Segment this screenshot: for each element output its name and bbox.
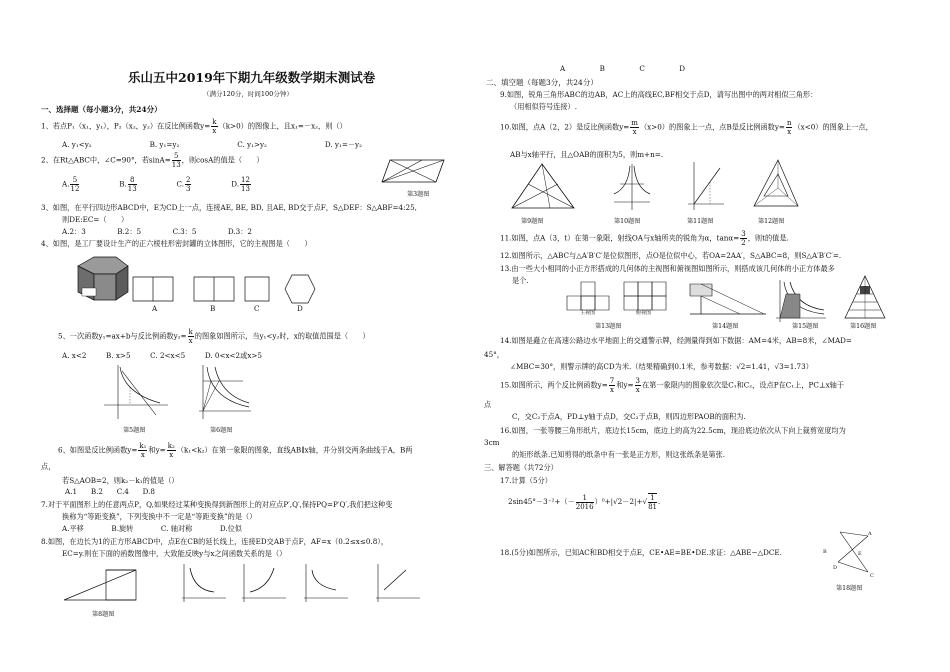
question-10-line2: AB与x轴平行，且△OAB的面积为5，则m+n=. [510,150,664,159]
q5-figure-caption: 第5题图 [123,427,146,434]
q1-fraction: $\frac{k}{x}$ [212,118,217,135]
q8-option-b-label[interactable]: B [599,64,605,73]
q2-option-b[interactable]: B. $\frac{8}{13}$ [119,176,137,193]
q6-option-b[interactable]: B.2 [90,487,103,496]
q16-figure-caption: 第16题图 [850,323,877,330]
q3-parallelogram-figure [378,158,458,188]
q4-option-d-label: D [297,304,303,313]
q6-option-a[interactable]: A.1 [65,487,78,496]
q18-point-b: B [823,549,827,555]
section-2-heading: 二、填空题（每题3分，共24分） [486,78,598,87]
q13-top-view-label: 俯视图 [636,310,652,316]
q9-triangle-figure [508,160,578,212]
q15-graph [772,278,828,322]
q12-homothety-figure [752,156,802,212]
q4-option-b-label: B [210,304,216,313]
question-13: 13.由一些大小相同的小正方形搭成的几何体的主视图和俯视图如图所示，则搭成该几何体的小正方体最多 [500,264,835,273]
q1-option-b[interactable]: B. y₁=y₂ [149,140,180,149]
q5-option-d[interactable]: D. 0<x<2或x>5 [204,351,262,360]
q17-expression: 2sin45°－3⁻²+（－ $\frac{1}{2016}$ ）⁰+|√2－2|+√ $\frac{1}{81}$ . [508,493,661,511]
q8-option-d-label[interactable]: D [679,64,685,73]
q8-option-a-graph[interactable] [178,562,228,604]
q12-figure-caption: 第12题图 [758,218,785,225]
question-4: 4、如图，是工厂要设计生产的正六棱柱形密封罐的立体图形，它的主视图是（ ） [41,239,312,248]
q3-option-b[interactable]: B.2：5 [117,227,142,236]
q3-option-a[interactable]: A.2：3 [62,227,86,236]
question-16-line3: 的矩形纸条.已知剪得的纸条中有一张是正方形，则这张纸条是第张. [512,450,726,459]
q13-figure-caption: 第13题图 [595,323,622,330]
q8-square-figure [60,566,170,606]
q7-options [62,524,242,533]
q2-option-c[interactable]: C. $\frac{2}{3}$ [176,176,191,193]
question-16-line2: 3cm [484,438,500,447]
question-5: 5、一次函数y₁=ax+b与反比例函数y₂= $\frac{k}{x}$ 的图象如图所示，当y₁<y₂时，x的取值范围是（ ） [58,328,370,345]
q3-options [62,227,252,236]
q3-figure-caption: 第3题图 [407,191,430,198]
q5-fraction: $\frac{k}{x}$ [188,328,193,345]
q7-option-a[interactable]: A.平移 [62,524,84,533]
q2-option-d[interactable]: D. $\frac{12}{13}$ [231,176,250,193]
q18-figure-caption: 第18题图 [836,585,863,592]
q5-option-a[interactable]: A. x<2 [62,351,87,360]
question-14-line2: 45°， [484,350,504,359]
question-3-line2: 则DE:EC=（ ） [62,215,129,224]
q4-hexagonal-prism-figure [72,254,132,304]
question-9-line2: （用相似符号连接）. [510,102,577,111]
question-15-line2: 点 [484,400,492,409]
q3-option-d[interactable]: D.3：2 [227,227,252,236]
question-6-line3: 若S△AOB=2，则k₂－k₁的值是（） [62,476,179,485]
q3-option-c[interactable]: C.3：5 [172,227,197,236]
q8-option-c-label[interactable]: C [639,64,645,73]
q5-options [62,351,262,360]
question-13-line2: 是个. [512,276,529,285]
question-18: 18.(5分)如图所示，已知AC和BD相交于点E，CE•AE=BE•DE.求证：△ABE∽△DCE. [500,548,782,557]
q5-function-graph [100,363,170,421]
question-1: 1、若点P₁（x₁，y₁），P₂（x₂，y₂）在反比例函数y= $\frac{k}{x}$ （k>0）的图像上，且x₁=－x₂，则（） [41,118,347,135]
q8-option-a-label[interactable]: A [560,64,566,73]
q14-signboard-figure [688,282,768,318]
question-7-line2: 换称为“等距变换”，下列变换中不一定是“等距变换”的是（） [62,512,257,521]
q11-graph [686,160,726,212]
q6-option-c[interactable]: C.4 [116,487,129,496]
question-6-line2: 点， [41,462,56,471]
q10-graph [612,162,652,212]
question-15-line3: C，交C₂于点A，PD⊥y轴于点D，交C₂于点B，则四边形PAOB的面积为. [512,412,746,421]
question-6: 6、如图是反比例函数y= $\frac{\text{k₁}}{x}$ 和y= $\frac{\text{k₂}}{x}$ （k₁<k₂）在第一象限的图象，直线AB∥x轴，并分别交两条曲线于A，B两 [58,442,413,459]
q18-point-a: A [868,531,872,537]
q2-option-a[interactable]: A. $\frac{5}{12}$ [62,176,80,193]
question-16: 16.如图，一张等腰三角形纸片，底边长15cm，底边上的高为22.5cm，现沿底边依次从下向上裁剪宽度均为 [500,426,846,435]
q14-figure-caption: 第14题图 [712,323,739,330]
question-8: 8.如图，在边长为1的正方形ABCD中，点E在CB的延长线上，连接ED交AB于点F，AF=x（0.2≤x≤0.8）， [41,537,389,546]
q9-figure-caption: 第9题图 [521,218,544,225]
q2-options [62,176,252,193]
q8-option-c-graph[interactable] [300,562,350,604]
section-3-heading: 三、解答题（共72分） [484,463,558,472]
question-10: 10.如图，点A（2，2）是反比例函数y= $\frac{m}{x}$ （x>0）的图象上一点，点B是反比例函数y= $\frac{n}{x}$ （x<0）的图象上一点， [500,119,873,136]
q15-figure-caption: 第15题图 [792,323,819,330]
q16-triangle-paper-figure [843,274,887,322]
q1-option-d[interactable]: D. y₁=－y₂ [324,140,362,149]
question-11: 11.如图，点A（3，t）在第一象限，射线OA与x轴所夹的锐角为α，tanα= $\frac{3}{2}$ ，则t的值是. [500,230,789,247]
q11-figure-caption: 第11题图 [687,218,714,225]
q1-option-a[interactable]: A. y₁<y₂ [62,140,92,149]
question-14-line3: ∠MBC=30°，则警示牌的高CD为米.（结果精确到0.1米，参考数据：√2=1.41，√3=1.73） [510,362,813,371]
question-9: 9.如图，锐角三角形ABC的边AB，AC上的高线EC,BF相交于点D，请写出图中的两对相似三角形： [500,90,818,99]
q1-option-c[interactable]: C. y₁>y₂ [237,140,267,149]
q6-options [65,487,155,496]
q5-option-b[interactable]: B. x>5 [106,351,131,360]
q1-options [62,140,362,149]
section-1-heading: 一、选择题（每小题3分，共24分） [41,105,162,114]
question-2: 2、在Rt△ABC中，∠C=90°，若sinA= $\frac{5}{13}$ ，则cosA的值是（ ） [41,152,264,169]
q18-point-e: E [858,551,862,557]
page-title: 乐山五中2019年下期九年级数学期末测试卷 [128,70,376,85]
q10-figure-caption: 第10题图 [614,218,641,225]
q13-front-view-label: 主视图 [580,310,596,316]
q6-option-d[interactable]: D.8 [142,487,155,496]
q8-option-labels [560,64,685,73]
q2-fraction: $\frac{5}{13}$ [171,152,181,169]
q4-option-d-figure[interactable] [284,274,316,304]
q7-option-b[interactable]: B.旋转 [111,524,134,533]
question-8-line2: EC=y.则在下面的函数图像中，大致能反映y与x之间函数关系的是（） [62,549,287,558]
q18-point-d: D [833,565,838,571]
question-15: 15.如图所示，两个反比例函数y= $\frac{7}{x}$ 和y= $\frac{3}{x}$ 在第一象限内的图象依次是C₁和C₂，设点P在C₁上，PC⊥x轴于 [500,377,845,394]
q7-option-c[interactable]: C. 轴对称 [160,524,193,533]
q6-figure-caption: 第6题图 [210,427,233,434]
q5-option-c[interactable]: C. 2<x<5 [150,351,186,360]
q4-option-a-label: A [152,304,158,313]
question-12: 12.如图所示，△ABC与△A′B′C′是位似图形，点O是位似中心，若OA=2AA′，S△ABC=8，则S△A′B′C′=. [500,251,842,260]
q8-option-b-graph[interactable] [238,562,288,604]
q8-figure-caption: 第8题图 [92,611,115,618]
q4-option-b-figure[interactable] [193,276,235,302]
q4-option-c-label: C [254,304,260,313]
q7-option-d[interactable]: D.位似 [219,524,242,533]
q4-option-a-figure[interactable] [132,276,174,302]
q6-function-graph [193,363,253,421]
q4-option-c-figure[interactable] [244,276,270,302]
question-14: 14.如图是矗立在高速公路边水平地面上的交通警示牌，经测量得到如下数据：AM=4米，AB=8米，∠MAD= [500,336,852,345]
q8-option-d-graph[interactable] [372,562,422,604]
page-subtitle: （满分120分，时间100分钟） [203,90,293,98]
question-3: 3、如图，在平行四边形ABCD中，E为CD上一点，连接AE, BE, BD, 且AE, BD交于点F，S△DEF：S△ABF=4:25, [41,203,417,212]
question-17: 17.计算（5分） [500,476,552,485]
question-7: 7.对于平面图形上的任意两点P，Q,如果经过某种变换得到新图形上的对应点P′,Q′,保持PQ=P′Q′,我们把这种变 [41,500,393,509]
q18-point-c: C [870,573,874,579]
